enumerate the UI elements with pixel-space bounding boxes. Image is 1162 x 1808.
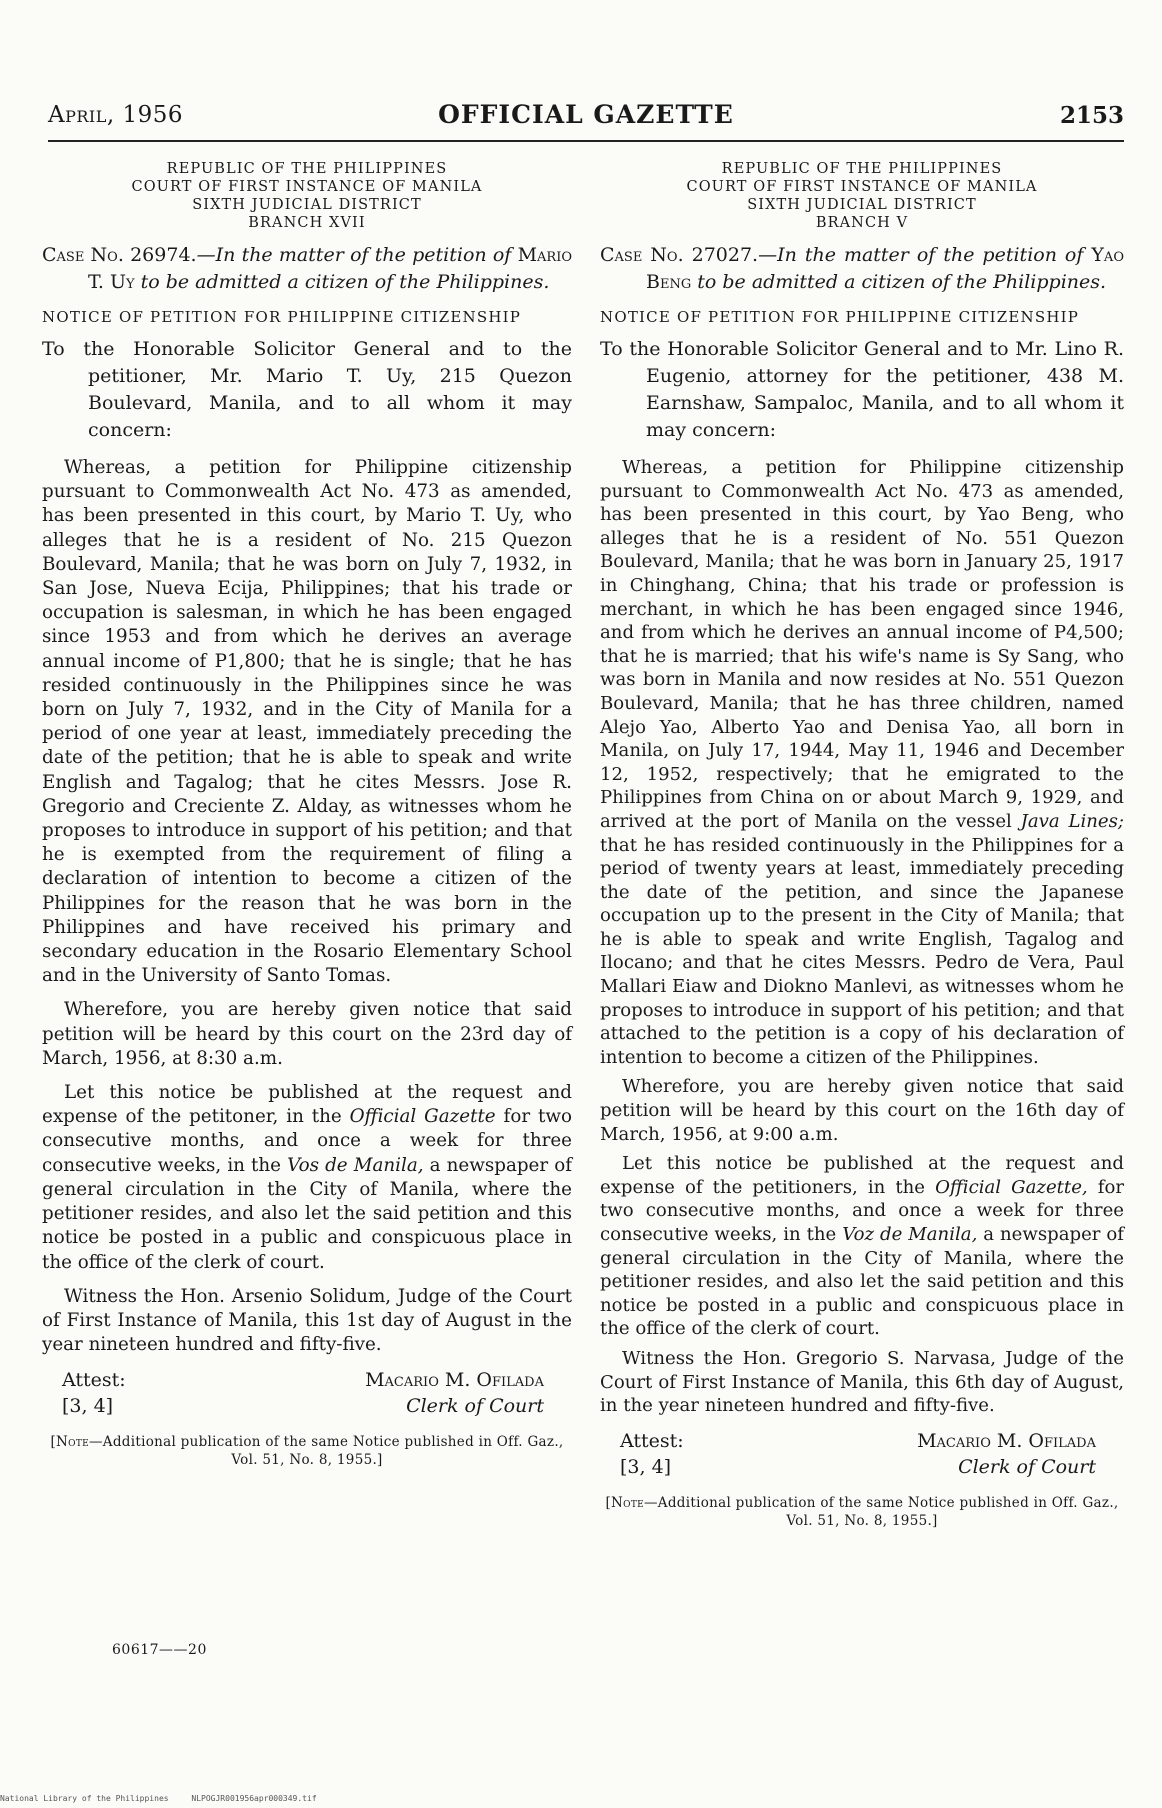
library-credit: National Library of the Philippines <box>0 1794 169 1803</box>
court-heading <box>42 160 572 232</box>
witness-paragraph: Witness the Hon. Arsenio Solidum, Judge of the Court of First Instance of Manila, this 1st day of August in the year nineteen hundred and fifty-five. <box>42 1285 572 1356</box>
page-number: 2153 <box>1059 102 1124 129</box>
notice-title: NOTICE OF PETITION FOR PHILIPPINE CITIZENSHIP <box>600 308 1080 326</box>
text-run: Voz de Manila, <box>842 1224 978 1245</box>
note-text: —Additional publication of the same Notice published in Off. Gaz., Vol. 51, No. 8, 1955.] <box>644 1494 1119 1529</box>
publication-paragraph <box>42 1081 572 1275</box>
wherefore-paragraph: Wherefore, you are hereby given notice that said petition will be heard by this court on the 16th day of March, 1956, at 9:00 a.m. <box>600 1076 1124 1145</box>
issue-date: April, 1956 <box>48 102 184 128</box>
court-line: COURT OF FIRST INSTANCE OF MANILA <box>131 179 483 195</box>
note-label: [Note <box>605 1494 644 1511</box>
publication-paragraph <box>600 1152 1124 1341</box>
text-run: a newspaper of general circulation in the City of Manila, where the petitioner resides, and also let the said petition and this notice be posted in a public and conspicuous place in the office of the clerk of court. <box>600 1224 1124 1340</box>
issue-refs: [3, 4] <box>62 1395 114 1418</box>
text-run: that he has resided continuously in the Philippines for a period of twenty years at least, immediately preceding the date of the petition, and since the Japanese occupation up to the present in the City of Manila; that he is able to speak and write English, Tagalog and Ilocano; and that he cites Messrs. Pedro de Vera, Paul Mallari Eiaw and Diokno Manlevi, as witnesses whom he proposes to introduce in support of his petition; and that attached to the petition is a copy of his declaration of intention to become a citizen of the Philippines. <box>600 834 1124 1068</box>
text-run: Java Lines; <box>1020 810 1124 832</box>
page-header <box>48 100 1124 142</box>
attest-label: Attest: <box>62 1369 126 1392</box>
text-run: Let this notice be published at the request and expense of the petitoner, in the <box>42 1082 572 1128</box>
attestation <box>42 1367 572 1423</box>
addressee: To the Honorable Solicitor General and to the petitioner, Mr. Mario T. Uy, 215 Quezon Boulevard, Manila, and to all whom it may concern: <box>42 338 572 441</box>
court-line: REPUBLIC OF THE PHILIPPINES <box>721 161 1003 177</box>
case-caption <box>42 242 572 296</box>
attest-label: Attest: <box>620 1429 684 1452</box>
notice-yao-beng <box>600 160 1124 1530</box>
witness-paragraph: Witness the Hon. Gregorio S. Narvasa, Judge of the Court of First Instance of Manila, this 6th day of August, in the year nineteen hundred and fifty-five. <box>600 1347 1124 1417</box>
case-text: to be admitted a citizen of the Philippines. <box>691 271 1107 293</box>
text-run: for two consecutive months, and once a week for three consecutive weeks, in the <box>42 1106 572 1176</box>
text-run: Let this notice be published at the request and expense of the petitioners, in the <box>600 1153 1124 1198</box>
issue-refs: [3, 4] <box>620 1455 672 1478</box>
court-line: REPUBLIC OF THE PHILIPPINES <box>166 161 448 177</box>
court-line: SIXTH JUDICIAL DISTRICT <box>192 197 422 213</box>
scan-footer <box>0 1794 335 1803</box>
case-number: Case No. 27027. <box>600 244 759 266</box>
clerk-title: Clerk of Court <box>958 1455 1096 1478</box>
wherefore-paragraph: Wherefore, you are hereby given notice that said petition will be heard by this court on the 23rd day of March, 1956, at 8:30 a.m. <box>42 999 572 1069</box>
court-line: BRANCH XVII <box>248 215 366 231</box>
case-text: —In the matter of the petition of <box>758 244 1092 266</box>
text-run: Vos de Manila, <box>287 1154 424 1176</box>
note-text: —Additional publication of the same Notice published in Off. Gaz., Vol. 51, No. 8, 1955.] <box>89 1434 564 1469</box>
clerk-title: Clerk of Court <box>406 1395 544 1418</box>
publication-note <box>600 1494 1124 1530</box>
notice-mario-uy <box>42 160 572 1469</box>
publication-note <box>42 1433 572 1469</box>
text-run: for two consecutive months, and once a week for three consecutive weeks, in the <box>600 1176 1125 1245</box>
case-caption <box>600 242 1124 296</box>
clerk-name: Macario M. Ofilada <box>917 1429 1096 1452</box>
addressee: To the Honorable Solicitor General and to Mr. Lino R. Eugenio, attorney for the petitioner, 438 M. Earnshaw, Sampaloc, Manila, and to all whom it may concern: <box>600 338 1124 441</box>
notice-title: NOTICE OF PETITION FOR PHILIPPINE CITIZENSHIP <box>42 308 522 326</box>
case-text: to be admitted a citizen of the Philippines. <box>134 271 550 293</box>
court-heading <box>600 160 1124 232</box>
attestation <box>600 1428 1124 1484</box>
court-line: SIXTH JUDICIAL DISTRICT <box>747 197 977 213</box>
scan-filename: NLPOGJR001956apr000349.tif <box>191 1794 317 1803</box>
case-number: Case No. 26974. <box>42 244 197 266</box>
petitioner-name: Mario T. Uy <box>88 244 572 293</box>
text-run: Official Gazette <box>349 1106 496 1128</box>
clerk-name: Macario M. Ofilada <box>365 1369 544 1392</box>
whereas-paragraph <box>600 456 1124 1069</box>
petitioner-name: Yao Beng <box>646 244 1124 293</box>
court-line: BRANCH V <box>815 215 909 231</box>
text-run: a newspaper of general circulation in the City of Manila, where the petitioner resides, and also let the said petition and this notice be posted in a public and conspicuous place in the office of the clerk of court. <box>42 1154 572 1273</box>
text-run: Whereas, a petition for Philippine citizenship pursuant to Commonwealth Act No. 473 as amended, has been presented in this court, by Yao Beng, who alleges that he is a resident of No. 551 Quezon Boulevard, Manila; that he was born in January 25, 1917 in Chinghang, China; that his trade or profession is merchant, in which he has been engaged since 1946, and from which he derives an annual income of P4,500; that he is married; that his wife's name is Sy Sang, who was born in Manila and now resides at No. 551 Quezon Boulevard, Manila; that he has three children, named Alejo Yao, Alberto Yao and Denisa Yao, all born in Manila, on July 17, 1944, May 11, 1946 and December 12, 1952, respectively; that he emigrated to the Philippines from China on or about March 9, 1929, and arrived at the port of Manila on the vessel <box>600 457 1124 832</box>
job-number: 60617——20 <box>112 1642 207 1658</box>
whereas-paragraph: Whereas, a petition for Philippine citizenship pursuant to Commonwealth Act No. 473 as amended, has been presented in this court, by Mario T. Uy, who alleges that he is a resident of No. 215 Quezon Boulevard, Manila; that he was born on July 7, 1932, in San Jose, Nueva Ecija, Philippines; that his trade or occupation is salesman, in which he has been engaged since 1953 and from which he derives an average annual income of P1,800; that he is single; that he has resided continuously in the Philippines since he was born on July 7, 1932, and in the City of Manila for a period of one year at least, immediately preceding the date of the petition; that he is able to speak and write English and Tagalog; that he cites Messrs. Jose R. Gregorio and Creciente Z. Alday, as witnesses whom he proposes to introduce in support of his petition; and that he is exempted from the requirement of filing a declaration of intention to become a citizen of the Philippines for the reason that he was born in the Philippines and have received his primary and secondary education in the Rosario Elementary School and in the University of Santo Tomas. <box>42 457 572 987</box>
text-run: Official Gazette, <box>935 1176 1088 1198</box>
publication-title: OFFICIAL GAZETTE <box>438 100 734 129</box>
case-text: —In the matter of the petition of <box>196 244 518 266</box>
court-line: COURT OF FIRST INSTANCE OF MANILA <box>686 179 1038 195</box>
note-label: [Note <box>50 1434 89 1451</box>
